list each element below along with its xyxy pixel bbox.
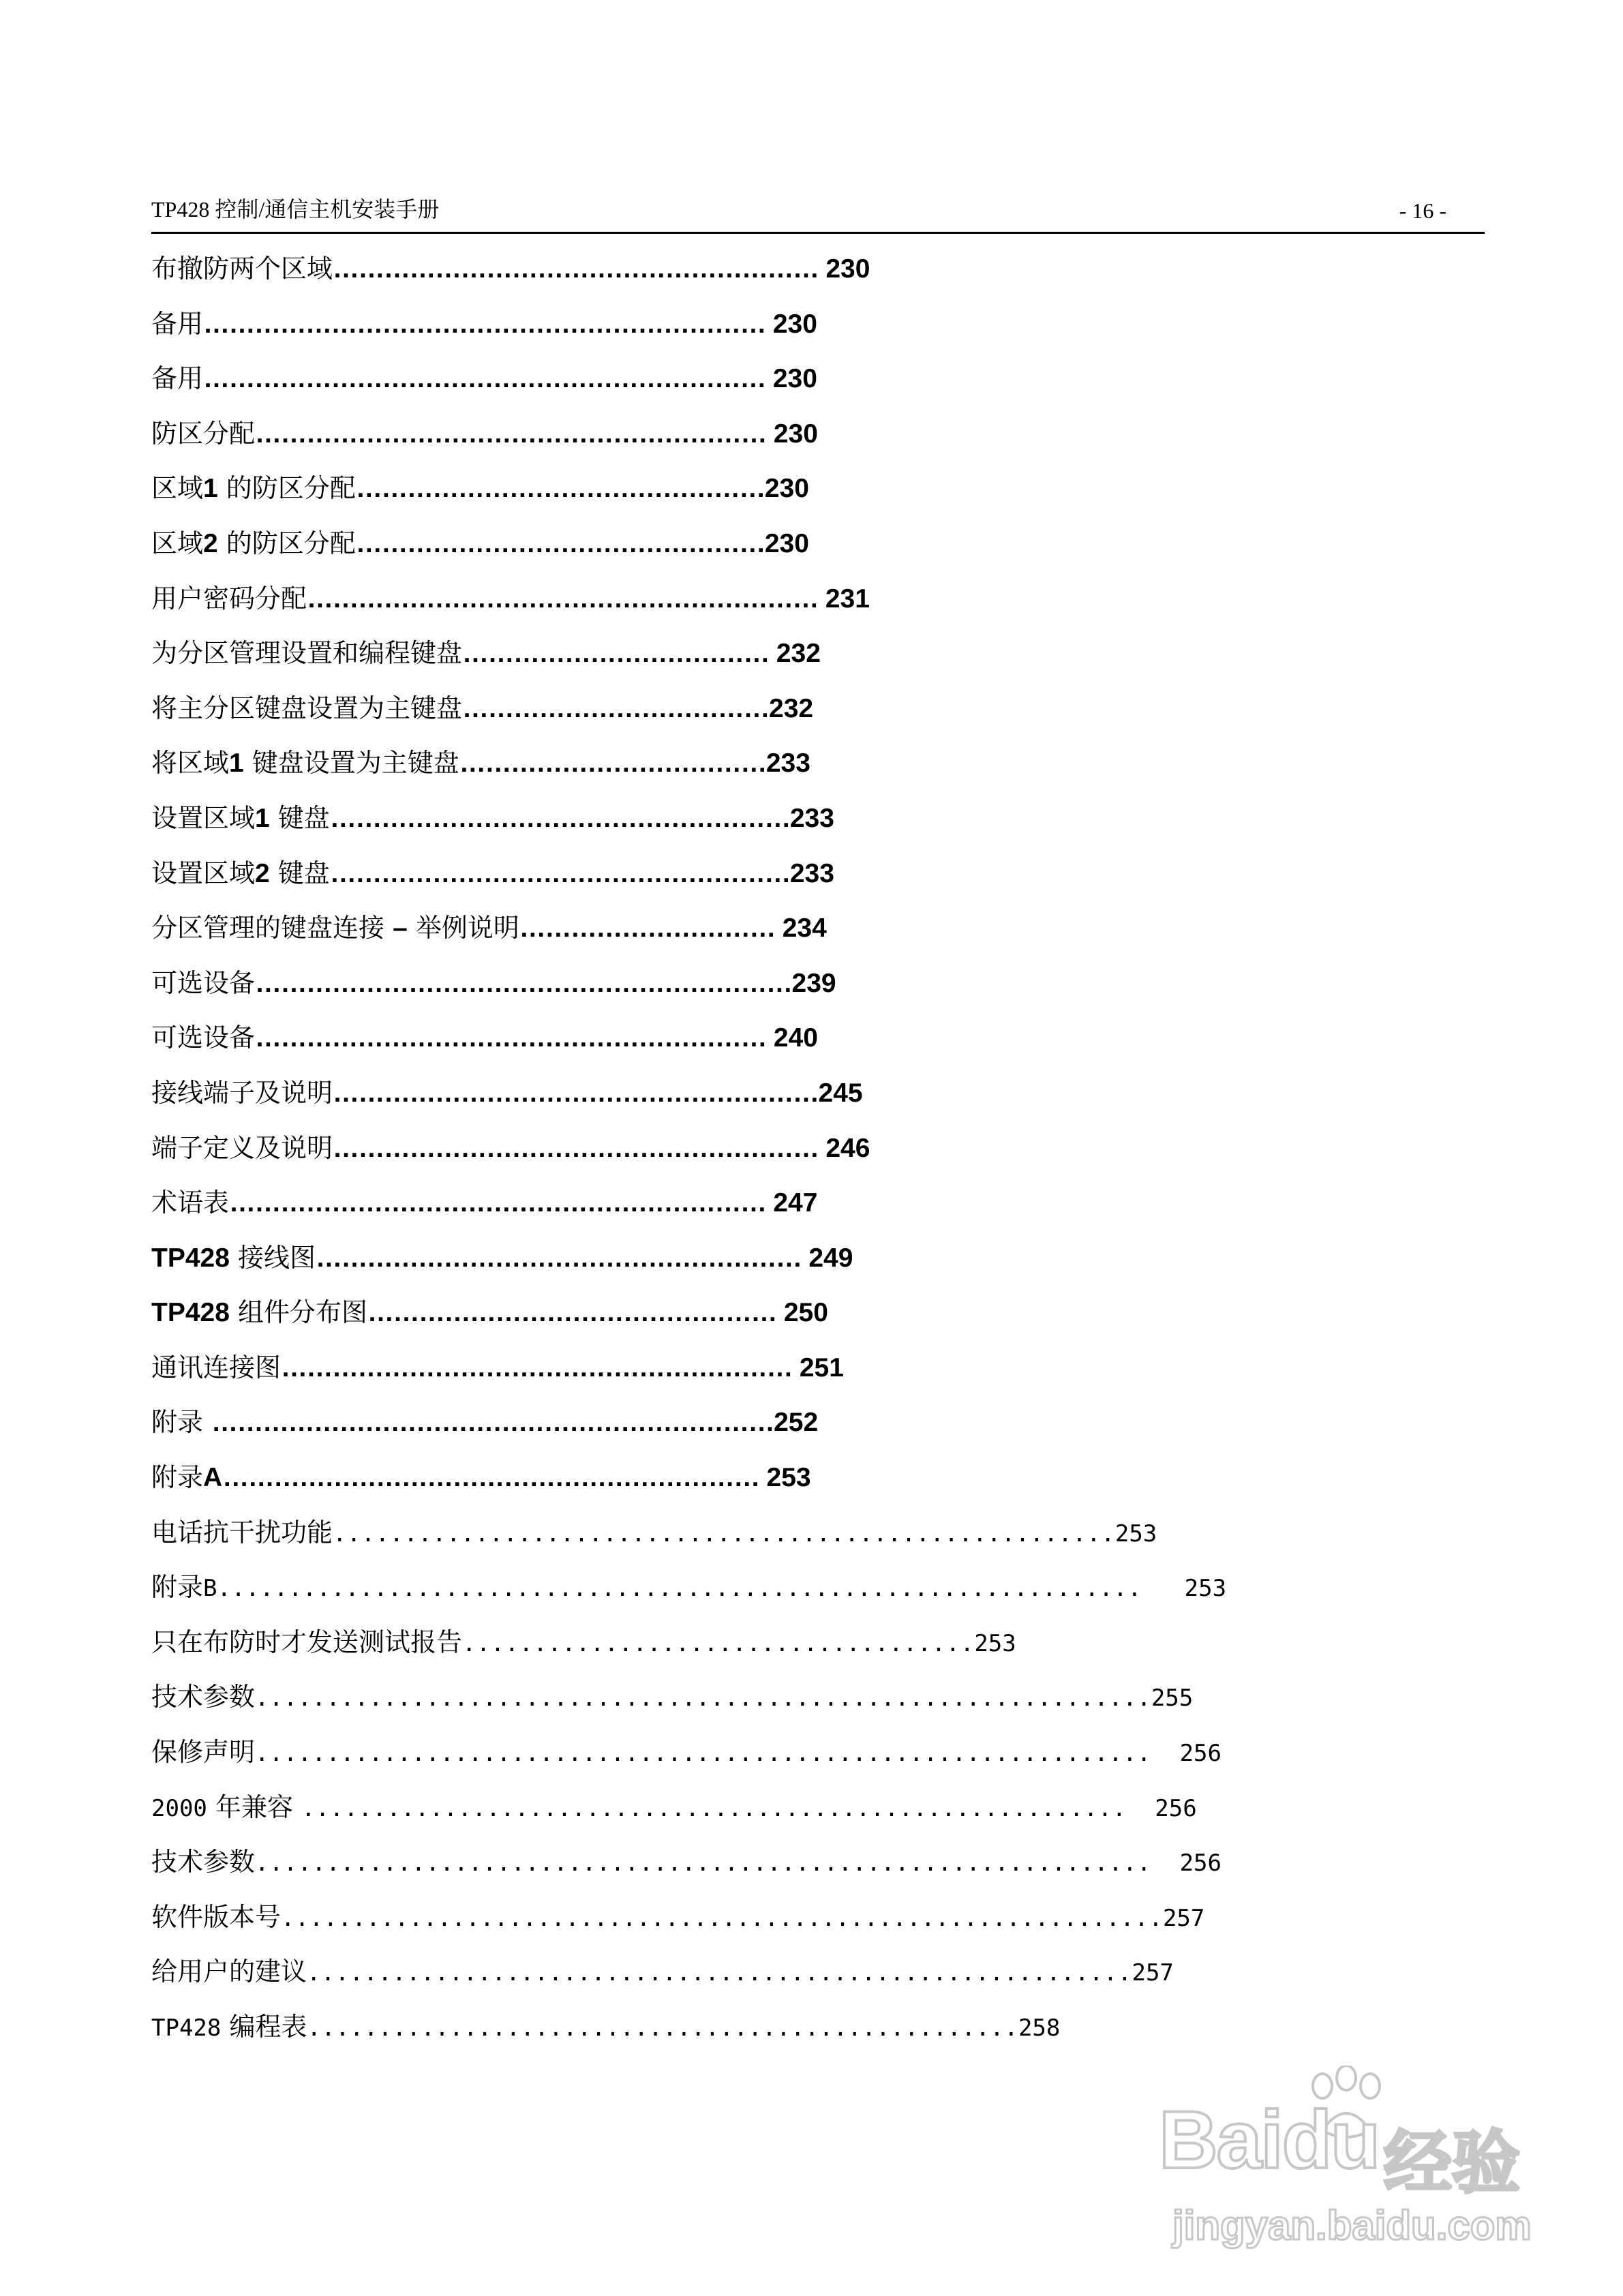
- toc-entry: [151, 1785, 1310, 1841]
- toc-entry-title-part: 接线图: [229, 1242, 316, 1273]
- toc-entry-title-part: 2000: [151, 1794, 207, 1822]
- toc-entry-title-part: 2: [203, 528, 218, 558]
- toc-entry-title-part: –: [393, 913, 408, 943]
- toc-entry-title-part: 技术参数: [151, 1847, 256, 1877]
- toc-entry: [151, 741, 1310, 796]
- toc-entry-title-part: 术语表: [151, 1188, 230, 1218]
- toc-entry-title-part: TP428: [151, 2014, 222, 2042]
- toc-entry-page-number: 253: [1184, 1575, 1227, 1603]
- toc-entry-title-part: TP428: [151, 1243, 230, 1273]
- toc-entry-leader: ………………………………………………………: [222, 1463, 759, 1493]
- toc-entry-leader: …………………………………………………………: [211, 1408, 774, 1438]
- toc-entry-leader: …………………………………………: [355, 528, 765, 558]
- toc-entry-page-number: 233: [789, 858, 834, 888]
- toc-entry: [151, 2005, 1310, 2060]
- toc-entry-page-number: 230: [764, 474, 809, 504]
- toc-entry-title-part: 1: [229, 749, 244, 779]
- toc-entry-page-number: 230: [766, 419, 818, 449]
- document-title: TP428 控制/通信主机安装手册: [151, 197, 440, 222]
- toc-entry-title-part: 的防区分配: [217, 528, 356, 558]
- toc-entry-leader: …………………………………………: [355, 474, 765, 504]
- toc-entry-leader: ………………………………………………: [329, 803, 790, 833]
- toc-entry-title-part: 附录: [151, 1462, 204, 1493]
- toc-entry-leader: ...............................................................: [255, 1740, 1180, 1768]
- toc-entry-title-part: 键盘: [269, 802, 330, 833]
- toc-entry-title-part: 通讯连接图: [151, 1352, 282, 1383]
- toc-entry-leader: ……………………………………………………: [307, 584, 819, 614]
- toc-entry-leader: …………………………………………………: [316, 1243, 802, 1273]
- toc-entry-title-part: 软件版本号: [151, 1901, 282, 1932]
- table-of-contents: [151, 247, 1310, 2060]
- toc-entry-title-part: 2: [255, 858, 270, 888]
- toc-entry-page-number: 230: [818, 254, 870, 284]
- toc-entry: [151, 302, 1310, 357]
- toc-entry-page-number: 251: [792, 1353, 844, 1383]
- toc-entry-title-part: 区域: [151, 473, 204, 504]
- page-header: [151, 192, 1485, 234]
- toc-entry-page-number: 233: [789, 803, 834, 833]
- toc-entry-page-number: 230: [765, 364, 817, 394]
- toc-entry: [151, 1730, 1310, 1785]
- toc-entry: [151, 1620, 1310, 1676]
- toc-entry: [151, 1181, 1310, 1236]
- toc-entry: [151, 851, 1310, 907]
- toc-entry-title-part: 区域: [151, 528, 204, 558]
- toc-entry-title-part: 只在布防时才发送测试报告: [151, 1627, 463, 1657]
- baidu-jingyan-watermark: [1159, 2066, 1541, 2270]
- toc-entry-page-number: 247: [765, 1188, 818, 1218]
- toc-entry-leader: ..................................................: [307, 2014, 1018, 2042]
- toc-entry: [151, 1511, 1310, 1566]
- toc-entry-leader: ………………………………………………: [329, 858, 790, 888]
- toc-entry-leader: ……………………………………………………: [255, 1023, 767, 1053]
- toc-entry: [151, 686, 1310, 742]
- toc-entry-page-number: 256: [1179, 1849, 1222, 1877]
- toc-entry-title-part: 组件分布图: [229, 1297, 367, 1328]
- toc-entry-title-part: 为分区管理设置和编程键盘: [151, 638, 463, 669]
- toc-entry-page-number: 233: [765, 749, 810, 779]
- toc-entry-page-number: 257: [1132, 1959, 1174, 1987]
- toc-entry: [151, 1895, 1310, 1950]
- toc-entry-leader: ...............................................................: [255, 1849, 1180, 1877]
- toc-entry-leader: ..........................................................: [307, 1959, 1132, 1987]
- toc-entry-title-part: 的防区分配: [217, 473, 356, 504]
- toc-entry: [151, 1071, 1310, 1126]
- toc-entry-title-part: 备用: [151, 363, 204, 394]
- toc-entry-title-part: 键盘: [269, 858, 330, 888]
- toc-entry-page-number: 240: [766, 1023, 818, 1053]
- toc-entry-title-part: 防区分配: [151, 418, 256, 449]
- toc-entry-title-part: 编程表: [221, 2012, 307, 2042]
- toc-entry-leader: .................................................................: [217, 1575, 1185, 1603]
- toc-entry-title-part: 附录: [151, 1407, 212, 1438]
- toc-entry-page-number: 253: [1114, 1520, 1157, 1547]
- toc-entry: [151, 357, 1310, 412]
- toc-entry-page-number: 256: [1179, 1740, 1222, 1768]
- watermark-brand: Baidu: [1159, 2094, 1380, 2186]
- toc-entry-leader: …………………………………………………: [333, 1133, 819, 1163]
- toc-entry: [151, 906, 1310, 961]
- watermark-url: jingyan.baidu.com: [1172, 2203, 1532, 2248]
- toc-entry-title-part: 布撤防两个区域: [151, 254, 333, 284]
- toc-entry-page-number: 258: [1018, 2014, 1061, 2042]
- toc-entry-page-number: 249: [801, 1243, 853, 1273]
- toc-entry-leader: …………………………………………: [367, 1298, 776, 1328]
- toc-entry-leader: ………………………………………………………: [229, 1188, 766, 1218]
- toc-entry-page-number: 253: [974, 1629, 1016, 1657]
- toc-entry-title-part: 保修声明: [151, 1737, 256, 1768]
- toc-entry: [151, 522, 1310, 577]
- toc-entry-title-part: 接线端子及说明: [151, 1077, 333, 1108]
- toc-entry: [151, 247, 1310, 302]
- toc-entry-leader: ………………………………: [459, 749, 766, 779]
- toc-entry-page-number: 231: [818, 584, 870, 614]
- toc-entry-page-number: 232: [769, 693, 814, 723]
- toc-entry-page-number: 234: [774, 913, 827, 943]
- toc-entry-leader: …………………………………………………………: [203, 364, 766, 394]
- toc-entry-page-number: 230: [765, 309, 817, 339]
- toc-entry-title-part: 给用户的建议: [151, 1957, 307, 1987]
- toc-entry-title-part: 分区管理的键盘连接: [151, 913, 393, 943]
- toc-entry-leader: ..............................................................: [281, 1904, 1163, 1932]
- toc-entry-title-part: B: [203, 1575, 217, 1603]
- toc-entry-title-part: 将主分区键盘设置为主键盘: [151, 693, 463, 723]
- toc-entry-page-number: 245: [818, 1078, 863, 1108]
- toc-entry: [151, 466, 1310, 522]
- toc-entry: [151, 1565, 1310, 1620]
- toc-entry-page-number: 232: [769, 639, 821, 669]
- toc-entry-title-part: 可选设备: [151, 967, 256, 998]
- toc-entry: [151, 1950, 1310, 2005]
- toc-entry-leader: ……………………………………………………: [255, 419, 767, 449]
- toc-entry: [151, 577, 1310, 632]
- toc-entry: [151, 1400, 1310, 1455]
- toc-entry: [151, 961, 1310, 1016]
- toc-entry-leader: ..........................................................: [301, 1794, 1155, 1822]
- toc-entry-leader: ………………………………………………………: [255, 968, 792, 998]
- toc-entry-title-part: 附录: [151, 1572, 204, 1603]
- toc-entry-leader: ………………………………: [462, 639, 770, 669]
- toc-entry: [151, 1016, 1310, 1071]
- toc-entry-title-part: A: [203, 1463, 223, 1493]
- toc-entry-title-part: 键盘设置为主键盘: [243, 748, 459, 779]
- toc-entry: [151, 1840, 1310, 1895]
- toc-entry-leader: ………………………………: [462, 693, 770, 723]
- toc-entry: [151, 412, 1310, 467]
- toc-entry-title-part: 设置区域: [151, 802, 256, 833]
- toc-entry-leader: …………………………………………………: [333, 254, 819, 284]
- toc-entry-page-number: 230: [764, 528, 809, 558]
- toc-entry-leader: .......................................................: [333, 1520, 1115, 1547]
- toc-entry: [151, 796, 1310, 851]
- toc-entry-page-number: 246: [818, 1133, 870, 1163]
- toc-entry-page-number: 253: [759, 1463, 811, 1493]
- watermark-brand-cn: 经验: [1384, 2123, 1520, 2203]
- toc-entry-page-number: 250: [776, 1298, 828, 1328]
- toc-entry-leader: ....................................: [462, 1629, 975, 1657]
- toc-entry-title-part: TP428: [151, 1298, 230, 1328]
- toc-entry-title-part: 1: [255, 803, 270, 833]
- toc-entry-title-part: 备用: [151, 308, 204, 339]
- toc-entry-page-number: 257: [1162, 1904, 1205, 1932]
- toc-entry: [151, 1290, 1310, 1346]
- toc-entry: [151, 1675, 1310, 1730]
- toc-entry-title-part: 端子定义及说明: [151, 1132, 333, 1163]
- toc-entry-title-part: 年兼容: [207, 1792, 302, 1822]
- toc-entry-title-part: 用户密码分配: [151, 583, 307, 614]
- toc-entry: [151, 1455, 1310, 1511]
- toc-entry-page-number: 256: [1155, 1794, 1197, 1822]
- toc-entry-title-part: 可选设备: [151, 1023, 256, 1053]
- toc-entry-leader: ……………………………………………………: [281, 1353, 793, 1383]
- page-number: - 16 -: [1399, 198, 1446, 223]
- toc-entry-title-part: 1: [203, 474, 218, 504]
- toc-entry: [151, 1236, 1310, 1291]
- toc-entry-page-number: 255: [1151, 1685, 1194, 1712]
- toc-entry-title-part: 设置区域: [151, 858, 256, 888]
- toc-entry-leader: …………………………: [519, 913, 775, 943]
- toc-entry: [151, 631, 1310, 686]
- toc-entry-title-part: 将区域: [151, 748, 230, 779]
- toc-entry-leader: …………………………………………………………: [203, 309, 766, 339]
- toc-entry: [151, 1346, 1310, 1401]
- toc-entry-title-part: 技术参数: [151, 1682, 256, 1712]
- toc-entry-title-part: 电话抗干扰功能: [151, 1517, 333, 1547]
- toc-entry-leader: ...............................................................: [255, 1685, 1151, 1712]
- toc-entry-title-part: 举例说明: [407, 913, 519, 943]
- toc-entry: [151, 1126, 1310, 1181]
- toc-entry-page-number: 252: [774, 1408, 819, 1438]
- toc-entry-page-number: 239: [791, 968, 836, 998]
- toc-entry-leader: …………………………………………………: [333, 1078, 819, 1108]
